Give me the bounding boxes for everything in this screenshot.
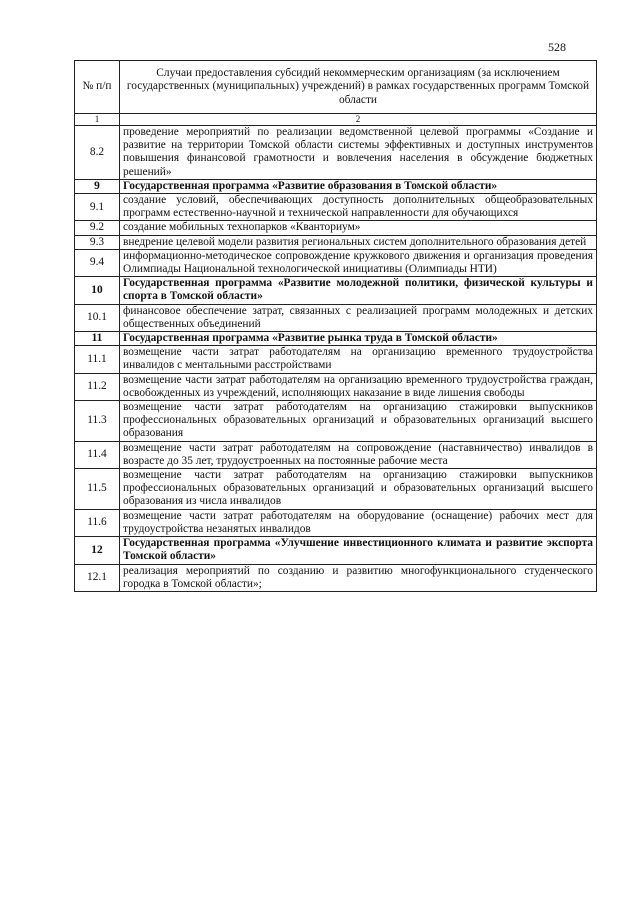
row-description: создание мобильных технопарков «Кванториум»: [120, 221, 597, 235]
header-row: [75, 61, 597, 114]
row-number: 9.4: [75, 249, 120, 276]
row-description: реализация мероприятий по созданию и развитию многофункционального студенческого городка в Томской области»;: [120, 564, 597, 591]
column-index-row: [75, 114, 597, 126]
table-row: [75, 194, 597, 221]
table-row: [75, 441, 597, 468]
table-row: [75, 235, 597, 249]
table-row: [75, 401, 597, 442]
row-description: внедрение целевой модели развития региональных систем дополнительного образования детей: [120, 235, 597, 249]
header-number-column: № п/п: [75, 61, 120, 114]
column-index-2: 2: [120, 114, 597, 126]
table-row: [75, 564, 597, 591]
table-row: [75, 304, 597, 331]
table-row: [75, 126, 597, 180]
row-number: 11.5: [75, 469, 120, 510]
row-description: возмещение части затрат работодателям на сопровождение (наставничество) инвалидов в возрасте до 35 лет, трудоустроенных на постоянные рабочие места: [120, 441, 597, 468]
table-row: [75, 469, 597, 510]
table-header: [75, 61, 597, 126]
row-number: 8.2: [75, 126, 120, 180]
row-number: 11.3: [75, 401, 120, 442]
table-row: [75, 179, 597, 193]
row-description: проведение мероприятий по реализации ведомственной целевой программы «Создание и развитие на территории Томской области системы эффективных и доступных инструментов повышения финансовой грамотности и вовлечения населения в обсуждение бюджетных решений»: [120, 126, 597, 180]
page-number: 528: [548, 40, 566, 54]
row-number: 11.2: [75, 373, 120, 400]
row-number: 11.1: [75, 346, 120, 373]
table-row: [75, 346, 597, 373]
row-description: Государственная программа «Развитие рынка труда в Томской области»: [120, 332, 597, 346]
header-description-column: Случаи предоставления субсидий некоммерческим организациям (за исключением государственных (муниципальных) учреждений) в рамках государственных программ Томской области: [120, 61, 597, 114]
column-index-1: 1: [75, 114, 120, 126]
row-description: возмещение части затрат работодателям на организацию временного трудоустройства граждан, освобожденных из учреждений, исполняющих наказание в виде лишения свободы: [120, 373, 597, 400]
row-description: информационно-методическое сопровождение кружкового движения и организация проведения Олимпиады Национальной технологической инициативы (Олимпиады НТИ): [120, 249, 597, 276]
row-number: 11.4: [75, 441, 120, 468]
row-description: возмещение части затрат работодателям на организацию стажировки выпускников профессиональных образовательных организаций и образовательных организаций высшего образования: [120, 401, 597, 442]
row-description: Государственная программа «Развитие образования в Томской области»: [120, 179, 597, 193]
row-number: 9: [75, 179, 120, 193]
table-body: [75, 126, 597, 592]
table-row: [75, 277, 597, 304]
table-row: [75, 373, 597, 400]
table-row: [75, 249, 597, 276]
row-description: Государственная программа «Улучшение инвестиционного климата и развитие экспорта Томской области»: [120, 537, 597, 564]
row-number: 11: [75, 332, 120, 346]
table-row: [75, 509, 597, 536]
row-number: 9.2: [75, 221, 120, 235]
subsidy-table: [74, 60, 597, 592]
table-row: [75, 332, 597, 346]
row-description: Государственная программа «Развитие молодежной политики, физической культуры и спорта в Томской области»: [120, 277, 597, 304]
row-number: 10.1: [75, 304, 120, 331]
table-row: [75, 221, 597, 235]
row-number: 10: [75, 277, 120, 304]
row-number: 12: [75, 537, 120, 564]
row-description: возмещение части затрат работодателям на организацию стажировки выпускников профессиональных образовательных организаций и образовательных организаций высшего образования из числа инвалидов: [120, 469, 597, 510]
row-description: возмещение части затрат работодателям на оборудование (оснащение) рабочих мест для трудоустройства незанятых инвалидов: [120, 509, 597, 536]
row-description: возмещение части затрат работодателям на организацию временного трудоустройства инвалидов с ментальными расстройствами: [120, 346, 597, 373]
row-number: 12.1: [75, 564, 120, 591]
row-number: 9.3: [75, 235, 120, 249]
row-description: создание условий, обеспечивающих доступность дополнительных общеобразовательных программ естественно-научной и технической направленности для обучающихся: [120, 194, 597, 221]
table-row: [75, 537, 597, 564]
row-description: финансовое обеспечение затрат, связанных с реализацией программ молодежных и детских общественных объединений: [120, 304, 597, 331]
row-number: 9.1: [75, 194, 120, 221]
row-number: 11.6: [75, 509, 120, 536]
